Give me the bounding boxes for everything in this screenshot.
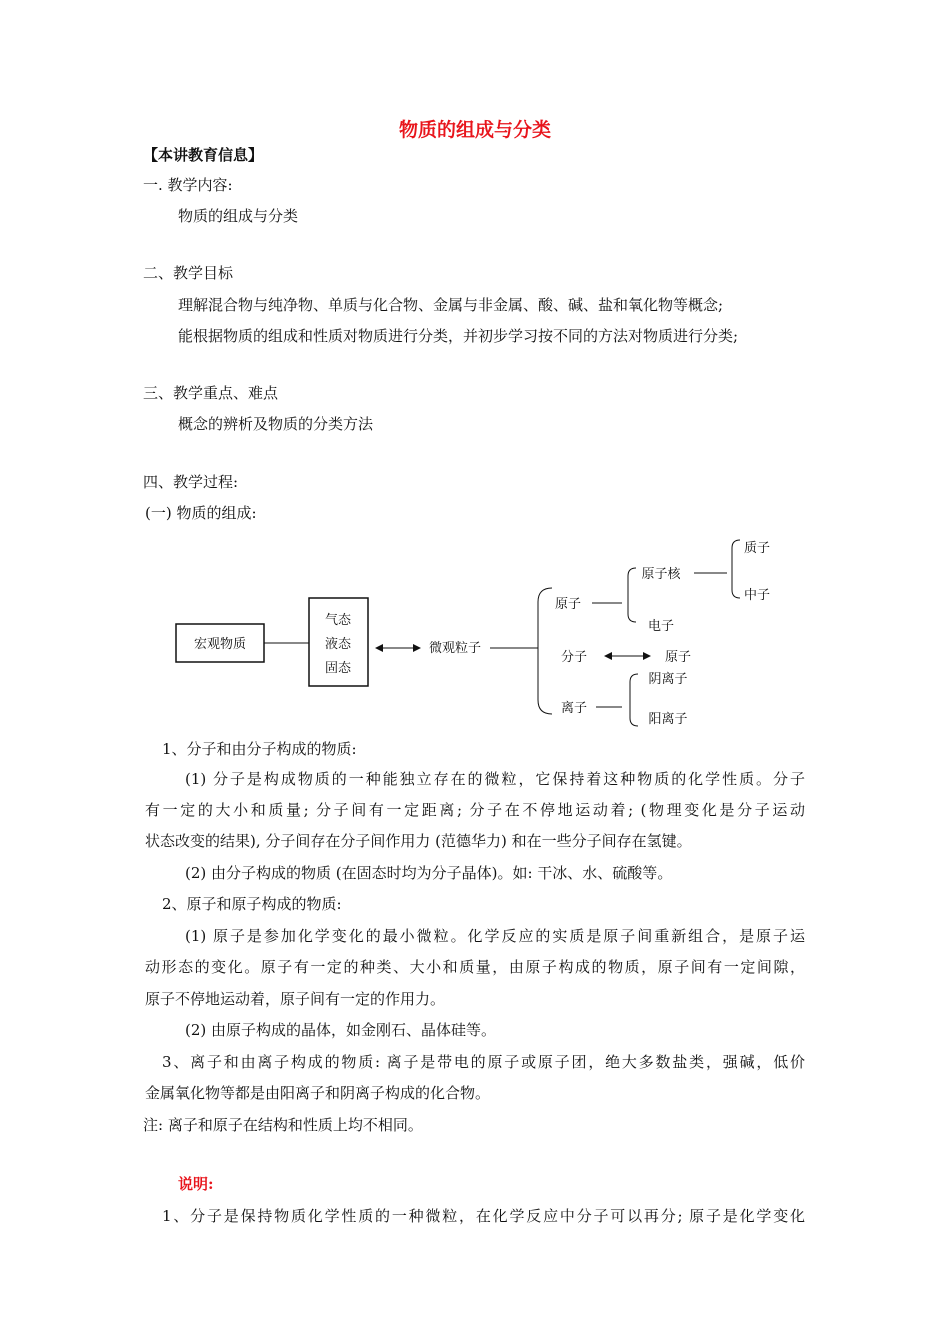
goal-line-2: 能根据物质的组成和性质对物质进行分类，并初步学习按不同的方法对物质进行分类; <box>178 327 739 345</box>
macro-label: 宏观物质 <box>193 637 247 652</box>
p2-line-3: 原子不停地运动着，原子间有一定的作用力。 <box>145 990 446 1008</box>
atom-label: 原子 <box>554 597 582 612</box>
explain-line-1: 1、分子是保持物质化学性质的一种微粒，在化学反应中分子可以再分; 原子是化学变化 <box>162 1207 805 1225</box>
heading-key-points: 三、教学重点、难点 <box>143 384 279 402</box>
state-gas: 气态 <box>324 613 352 628</box>
ion-label: 离子 <box>560 701 588 716</box>
section-header: 【本讲教育信息】 <box>143 146 264 164</box>
state-solid: 固态 <box>324 661 352 676</box>
explain-label: 说明: <box>178 1175 214 1193</box>
nucleus-label: 原子核 <box>641 567 681 582</box>
heading-process: 四、教学过程: <box>143 473 239 491</box>
heading-goals: 二、教学目标 <box>143 264 234 282</box>
p1-line-3: 状态改变的结果), 分子间存在分子间作用力 (范德华力) 和在一些分子间存在氢键。 <box>145 832 692 850</box>
p2-heading: 2、原子和原子构成的物质: <box>162 895 342 913</box>
goal-line-1: 理解混合物与纯净物、单质与化合物、金属与非金属、酸、碱、盐和氧化物等概念; <box>178 296 724 314</box>
molecule-label: 分子 <box>560 650 588 665</box>
p2-point-2: (2) 由原子构成的晶体，如金刚石、晶体硅等。 <box>185 1021 497 1039</box>
micro-bracket <box>538 588 552 714</box>
p1-heading: 1、分子和由分子构成的物质: <box>162 740 357 758</box>
proton-label: 质子 <box>743 541 771 556</box>
p2-line-2: 动形态的变化。原子有一定的种类、大小和质量，由原子构成的物质，原子间有一定间隙， <box>145 958 805 976</box>
p1-line-1: (1) 分子是构成物质的一种能独立存在的微粒，它保持着这种物质的化学性质。分子 <box>185 770 805 788</box>
nucleus-bracket <box>732 540 740 598</box>
ion-bracket <box>630 674 638 726</box>
p1-line-2: 有一定的大小和质量; 分子间有一定距离; 分子在不停地运动着; (物理变化是分子运动 <box>145 801 805 819</box>
electron-label: 电子 <box>647 619 675 634</box>
cation-label: 阳离子 <box>648 712 688 727</box>
p2-line-1: (1) 原子是参加化学变化的最小微粒。化学反应的实质是原子间重新组合，是原子运 <box>185 927 805 945</box>
atom2-label: 原子 <box>664 650 692 665</box>
heading-content: 一. 教学内容: <box>143 176 233 194</box>
note: 注: 离子和原子在结构和性质上均不相同。 <box>143 1116 423 1134</box>
micro-label: 微观粒子 <box>428 641 482 656</box>
atom-bracket <box>628 568 636 622</box>
p3-line-2: 金属氧化物等都是由阳离子和阴离子构成的化合物。 <box>145 1084 491 1102</box>
key-points-body: 概念的辨析及物质的分类方法 <box>178 415 374 433</box>
page-title: 物质的组成与分类 <box>398 119 551 141</box>
anion-label: 阴离子 <box>648 672 688 687</box>
subheading-composition: (一) 物质的组成: <box>145 504 257 522</box>
state-liquid: 液态 <box>324 637 352 652</box>
content-body: 物质的组成与分类 <box>178 207 299 225</box>
p1-point-2: (2) 由分子构成的物质 (在固态时均为分子晶体)。如: 干冰、水、硫酸等。 <box>185 864 673 882</box>
neutron-label: 中子 <box>743 588 771 603</box>
p3-line-1: 3、离子和由离子构成的物质: 离子是带电的原子或原子团，绝大多数盐类，强碱，低价 <box>162 1053 805 1071</box>
